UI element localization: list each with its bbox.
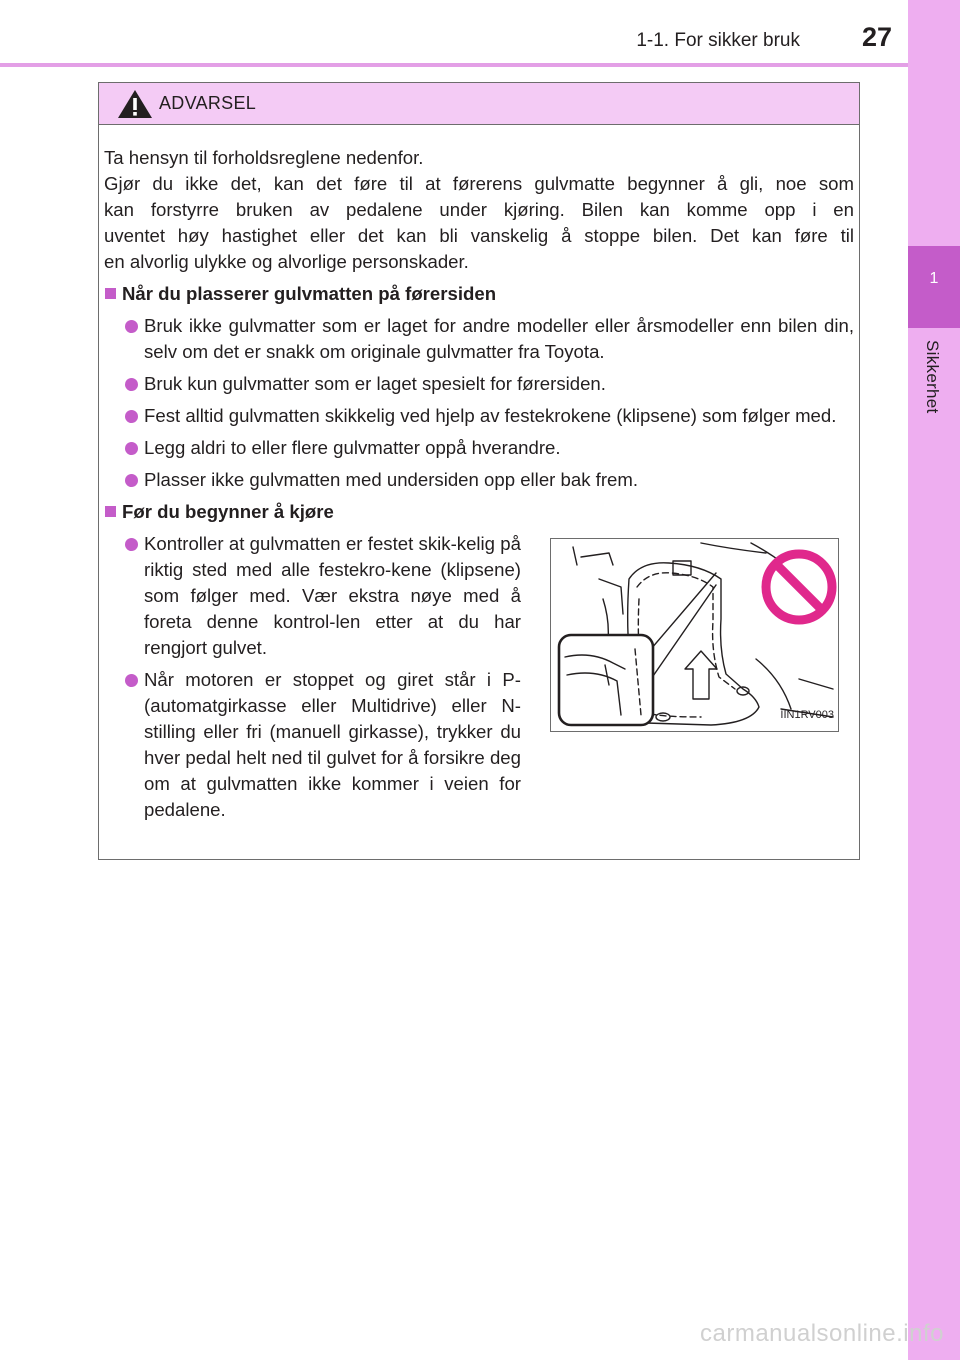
circle-bullet-icon — [125, 410, 138, 423]
page-number: 27 — [861, 22, 892, 52]
watermark: carmanualsonline.info — [700, 1320, 944, 1347]
list-item — [104, 403, 854, 429]
header-rule — [0, 63, 908, 67]
square-bullet-icon — [105, 288, 116, 299]
list-item-text: Bruk kun gulvmatter som er laget spesielt for førersiden. — [144, 373, 606, 394]
intro-paragraph — [104, 145, 854, 275]
intro-line: kan forstyrre bruken av pedalene under kjøring. Bilen kan komme opp i en — [104, 199, 854, 220]
left-column — [104, 531, 521, 823]
section-heading — [104, 281, 854, 307]
list-item-text: Kontroller at gulvmatten er festet skik-kelig på riktig sted med alle festekro-kene (klipsene) som følger med. Vær ekstra nøye med å foreta denne kontrol-len etter at du har rengjort gulvet. — [144, 533, 521, 658]
list-item — [104, 435, 854, 461]
list-item-text: Bruk ikke gulvmatter som er laget for andre modeller eller årsmodeller enn bilen din, selv om det er snakk om originale gulvmatter fra Toyota. — [144, 315, 854, 362]
floor-mat-illustration — [550, 538, 839, 732]
section-heading-text: Før du begynner å kjøre — [122, 501, 334, 522]
warning-header — [99, 83, 859, 125]
circle-bullet-icon — [125, 378, 138, 391]
chapter-label: Sikkerhet — [923, 340, 942, 414]
list-item — [104, 531, 521, 661]
list-item — [104, 667, 521, 823]
intro-line: en alvorlig ulykke og alvorlige personskader. — [104, 251, 469, 272]
intro-line: Gjør du ikke det, kan det føre til at førerens gulvmatte begynner å gli, noe som — [104, 173, 854, 194]
circle-bullet-icon — [125, 442, 138, 455]
intro-line: Ta hensyn til forholdsreglene nedenfor. — [104, 147, 424, 168]
section-heading-text: Når du plasserer gulvmatten på førersiden — [122, 283, 497, 304]
chapter-number: 1 — [929, 270, 939, 287]
circle-bullet-icon — [125, 474, 138, 487]
list-item-text: Når motoren er stoppet og giret står i P- (automatgirkasse eller Multidrive) eller N-stilling eller fri (manuell girkasse), trykker du hver pedal helt ned til gulvet for å forsikre deg om at gulvmatten ikke kommer i veien for pedalene. — [144, 669, 521, 820]
section-heading — [104, 499, 854, 525]
warning-box — [98, 82, 860, 860]
section-title: 1-1. For sikker bruk — [636, 30, 800, 51]
list-item-text: Plasser ikke gulvmatten med undersiden opp eller bak frem. — [144, 469, 639, 490]
circle-bullet-icon — [125, 674, 138, 687]
list-item-text: Fest alltid gulvmatten skikkelig ved hjelp av festekrokene (klipsene) som følger med. — [144, 405, 837, 426]
warning-triangle-icon — [117, 89, 153, 119]
intro-line: uventet høy hastighet eller det kan bli vanskelig å stoppe bilen. Det kan føre til — [104, 225, 854, 246]
square-bullet-icon — [105, 506, 116, 517]
list-item — [104, 467, 854, 493]
circle-bullet-icon — [125, 538, 138, 551]
circle-bullet-icon — [125, 320, 138, 333]
two-column-row — [104, 531, 854, 823]
list-item — [104, 371, 854, 397]
warning-title: ADVARSEL — [159, 93, 257, 113]
side-tab-strip — [908, 0, 960, 1360]
warning-content — [104, 145, 854, 823]
list-item — [104, 313, 854, 365]
list-item-text: Legg aldri to eller flere gulvmatter oppå hverandre. — [144, 437, 561, 458]
figure-code: IIN1RV003 — [780, 709, 834, 721]
